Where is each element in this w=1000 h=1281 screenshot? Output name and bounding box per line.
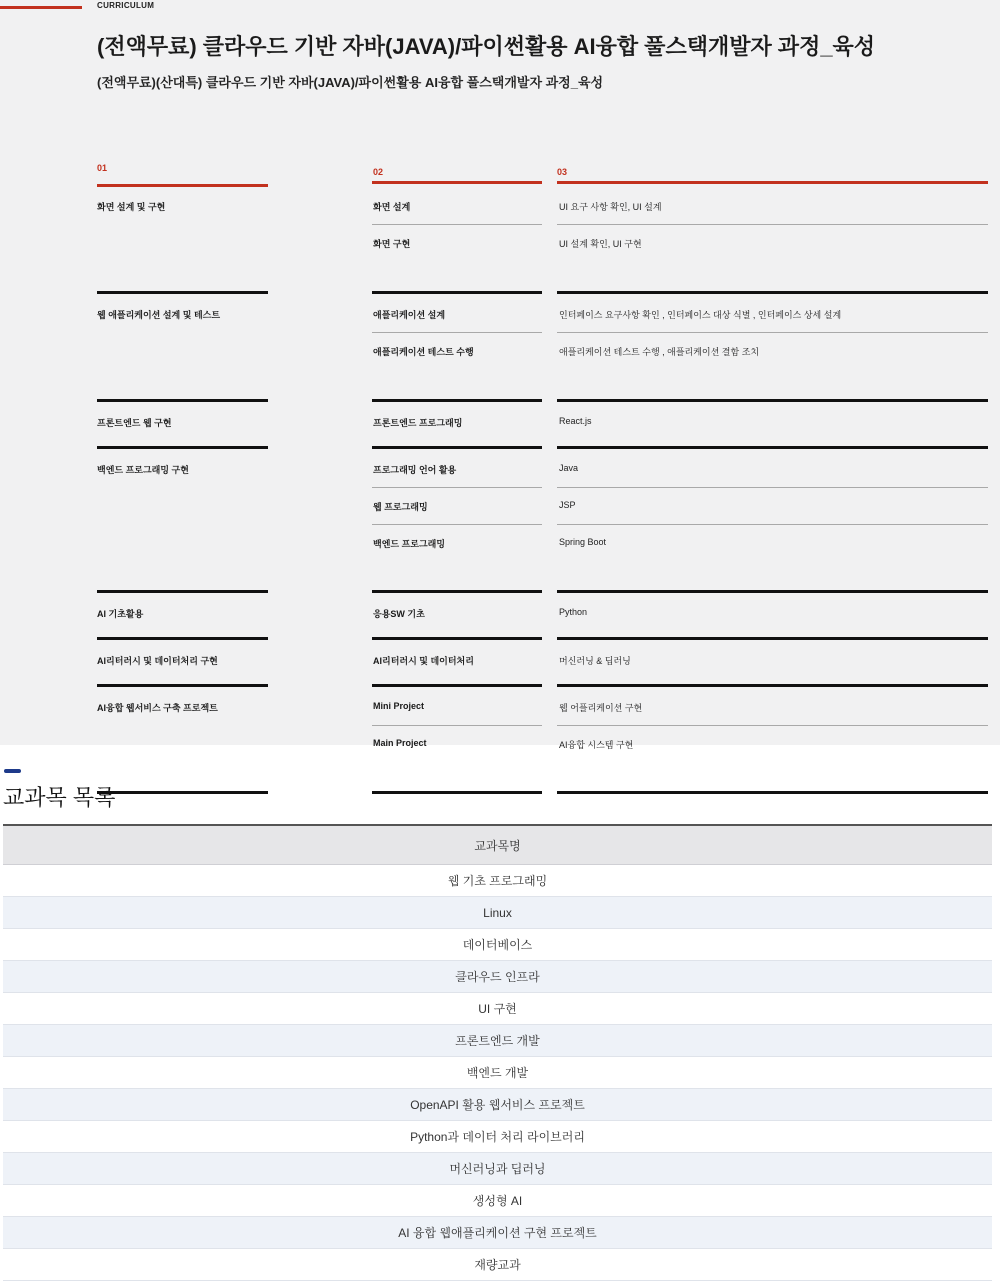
curriculum-module: 화면 설계	[373, 202, 411, 212]
column-number-03: 03	[557, 167, 568, 177]
subject-name: Python과 데이터 처리 라이브러리	[410, 1130, 585, 1144]
curriculum-unit: 화면 설계 및 구현	[97, 202, 166, 212]
subject-name: Linux	[483, 905, 512, 920]
curriculum-module: 프론트엔드 프로그래밍	[373, 418, 463, 428]
curriculum-module: AI리터러시 및 데이터처리	[373, 656, 474, 666]
subject-table	[3, 824, 992, 1281]
subject-list-title: 교과목 목록	[3, 785, 116, 810]
curriculum-module: Main Project	[373, 738, 427, 748]
group-rule	[557, 291, 988, 294]
curriculum-module: Mini Project	[373, 701, 425, 711]
subject-row	[3, 1185, 992, 1217]
subject-row	[3, 1217, 992, 1249]
column-number-01: 01	[97, 163, 108, 173]
group-rule	[372, 637, 542, 640]
group-rule	[97, 590, 268, 593]
subject-name: 데이터베이스	[462, 938, 533, 952]
group-rule	[97, 637, 268, 640]
row-divider	[557, 524, 988, 525]
row-divider	[557, 725, 988, 726]
subject-name: OpenAPI 활용 웹서비스 프로젝트	[410, 1098, 585, 1112]
subject-row	[3, 1121, 992, 1153]
group-rule	[97, 399, 268, 402]
curriculum-detail: 웹 어플리케이션 구현	[559, 703, 643, 713]
accent-bar	[0, 6, 82, 9]
curriculum-detail: UI 요구 사항 확인, UI 설계	[559, 202, 662, 212]
subject-name: 머신러닝과 딥러닝	[449, 1162, 546, 1176]
heading-accent	[4, 769, 21, 773]
group-rule	[97, 291, 268, 294]
column-rule	[97, 184, 268, 187]
subject-name: 생성형 AI	[472, 1194, 523, 1208]
curriculum-detail: Spring Boot	[559, 537, 607, 547]
row-divider	[557, 487, 988, 488]
subject-row	[3, 1089, 992, 1121]
subject-row	[3, 993, 992, 1025]
subject-name: 백엔드 개발	[466, 1066, 529, 1080]
subject-row	[3, 897, 992, 929]
group-rule	[557, 791, 988, 794]
curriculum-detail: 인터페이스 요구사항 확인 , 인터페이스 대상 식별 , 인터페이스 상세 설계	[559, 310, 842, 320]
group-rule	[557, 590, 988, 593]
curriculum-detail: AI융합 시스템 구현	[559, 740, 634, 750]
group-rule	[97, 684, 268, 687]
subject-name: AI 융합 웹애플리케이션 구현 프로젝트	[398, 1226, 597, 1240]
group-rule	[372, 791, 542, 794]
curriculum-module: 애플리케이션 설계	[373, 310, 446, 320]
subject-row	[3, 929, 992, 961]
curriculum-detail: 애플리케이션 테스트 수행 , 애플리케이션 결함 조치	[559, 347, 760, 357]
curriculum-detail: Java	[559, 463, 579, 473]
group-rule	[97, 791, 268, 794]
subject-row	[3, 1249, 992, 1281]
section-eyebrow: CURRICULUM	[97, 1, 155, 10]
curriculum-module: 프로그래밍 언어 활용	[373, 465, 457, 475]
row-divider	[372, 524, 542, 525]
curriculum-unit: AI 기초활용	[97, 609, 144, 619]
curriculum-module: 웹 프로그래밍	[373, 502, 428, 512]
group-rule	[557, 399, 988, 402]
group-rule	[557, 684, 988, 687]
curriculum-unit: 프론트엔드 웹 구현	[97, 418, 172, 428]
group-rule	[372, 684, 542, 687]
subject-name: 재량교과	[474, 1258, 521, 1272]
row-divider	[372, 725, 542, 726]
subject-row	[3, 1153, 992, 1185]
row-divider	[372, 224, 542, 225]
curriculum-module: 응용SW 기초	[373, 609, 425, 619]
curriculum-unit: AI리터러시 및 데이터처리 구현	[97, 656, 218, 666]
subject-name: 클라우드 인프라	[455, 970, 540, 984]
group-rule	[372, 399, 542, 402]
subject-name: 웹 기초 프로그래밍	[447, 874, 548, 888]
curriculum-detail: UI 설계 확인, UI 구현	[559, 239, 642, 249]
course-title: (전액무료) 클라우드 기반 자바(JAVA)/파이썬활용 AI융합 풀스택개발자 과정_육성	[97, 34, 876, 59]
subject-name: UI 구현	[478, 1002, 517, 1016]
curriculum-module: 화면 구현	[373, 239, 411, 249]
group-rule	[557, 446, 988, 449]
column-rule	[557, 181, 988, 184]
row-divider	[372, 332, 542, 333]
row-divider	[372, 487, 542, 488]
curriculum-unit: 웹 애플리케이션 설계 및 테스트	[97, 310, 221, 320]
curriculum-detail: React.js	[559, 416, 592, 426]
curriculum-detail: JSP	[559, 500, 576, 510]
curriculum-unit: 백엔드 프로그래밍 구현	[97, 465, 189, 475]
group-rule	[372, 291, 542, 294]
subject-table-header: 교과목명	[3, 826, 992, 865]
curriculum-detail: Python	[559, 607, 588, 617]
group-rule	[372, 446, 542, 449]
subject-row	[3, 1025, 992, 1057]
group-rule	[97, 446, 268, 449]
curriculum-detail: 머신러닝 & 딥러닝	[559, 656, 631, 666]
subject-row	[3, 1057, 992, 1089]
subject-row	[3, 961, 992, 993]
column-rule	[372, 181, 542, 184]
row-divider	[557, 224, 988, 225]
curriculum-module: 백엔드 프로그래밍	[373, 539, 446, 549]
group-rule	[372, 590, 542, 593]
course-subtitle: (전액무료)(산대특) 클라우드 기반 자바(JAVA)/파이썬활용 AI융합 풀스택개발자 과정_육성	[97, 75, 604, 90]
curriculum-module: 애플리케이션 테스트 수행	[373, 347, 474, 357]
row-divider	[557, 332, 988, 333]
subject-name: 프론트엔드 개발	[455, 1034, 540, 1048]
column-number-02: 02	[373, 167, 384, 177]
group-rule	[557, 637, 988, 640]
subject-row	[3, 865, 992, 897]
curriculum-unit: AI융합 웹서비스 구축 프로젝트	[97, 703, 218, 713]
